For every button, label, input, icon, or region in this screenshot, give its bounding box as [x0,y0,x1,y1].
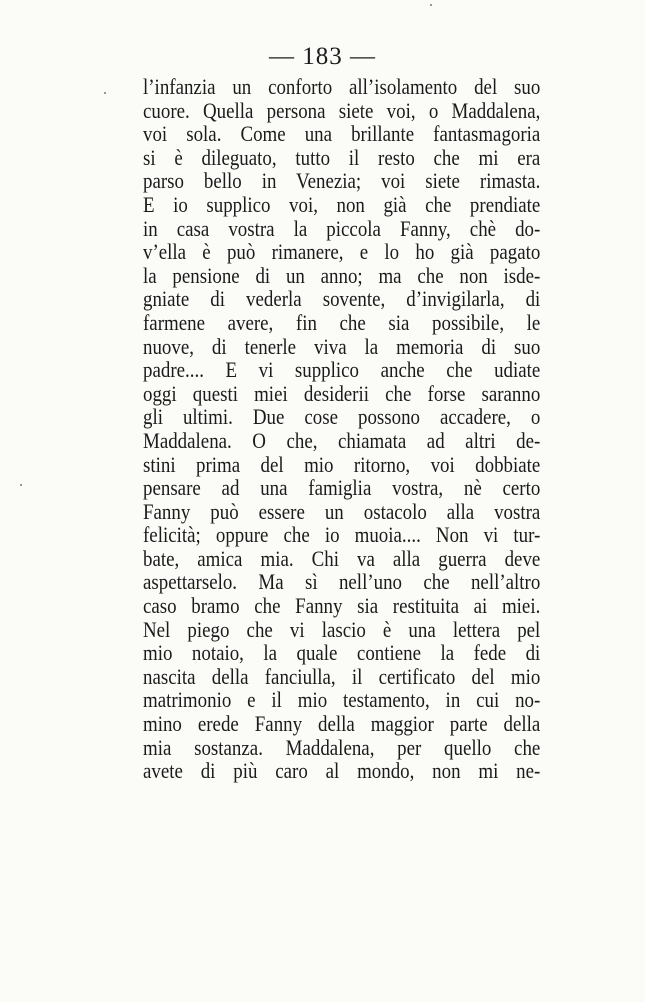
text-line: v’ella è può rimanere, e lo ho già pagato [143,239,541,265]
text-line: mio notaio, la quale contiene la fede di [143,640,541,666]
text-line: oggi questi miei desiderii che forse saranno [143,380,541,406]
text-line: farmene avere, fin che sia possibile, le [143,309,541,335]
text-line: Maddalena. O che, chiamata ad altri de- [143,427,541,453]
text-line: si è dileguato, tutto il resto che mi era [143,144,541,170]
page-number: — 183 — [269,43,376,70]
paper-speck [20,484,22,486]
text-line: aspettarselo. Ma sì nell’uno che nell’altro [143,569,541,595]
text-line: nuove, di tenerle viva la memoria di suo [143,333,541,359]
text-line: stini prima del mio ritorno, voi dobbiate [143,451,541,477]
paper-speck [430,4,432,6]
text-line: caso bramo che Fanny sia restituita ai miei. [143,593,541,619]
text-line: pensare ad una famiglia vostra, nè certo [143,475,541,501]
text-line: voi sola. Come una brillante fantasmagoria [143,121,541,147]
text-line: padre.... E vi supplico anche che udiate [143,357,541,383]
text-line: matrimonio e il mio testamento, in cui no- [143,687,541,713]
text-line: mino erede Fanny della maggior parte della [143,711,541,737]
text-line: la pensione di un anno; ma che non isde- [143,262,541,288]
body-text [143,75,540,783]
text-line: cuore. Quella persona siete voi, o Maddalena, [143,97,541,123]
text-line: parso bello in Venezia; voi siete rimasta. [143,168,541,194]
text-line: bate, amica mia. Chi va alla guerra deve [143,545,541,571]
text-line: avete di più caro al mondo, non mi ne- [143,758,541,784]
text-line: Nel piego che vi lascio è una lettera pel [143,616,541,642]
text-line: gniate di vederla sovente, d’invigilarla, di [143,286,541,312]
text-line: in casa vostra la piccola Fanny, chè do- [143,215,541,241]
paper-speck [104,92,106,94]
text-line: mia sostanza. Maddalena, per quello che [143,734,541,760]
text-line: E io supplico voi, non già che prendiate [143,191,541,217]
text-line: l’infanzia un conforto all’isolamento del suo [143,74,541,99]
text-line: felicità; oppure che io muoia.... Non vi tur- [143,522,541,548]
text-line: nascita della fanciulla, il certificato del mio [143,663,541,689]
text-line: gli ultimi. Due cose possono accadere, o [143,404,541,430]
text-line: Fanny può essere un ostacolo alla vostra [143,498,541,524]
